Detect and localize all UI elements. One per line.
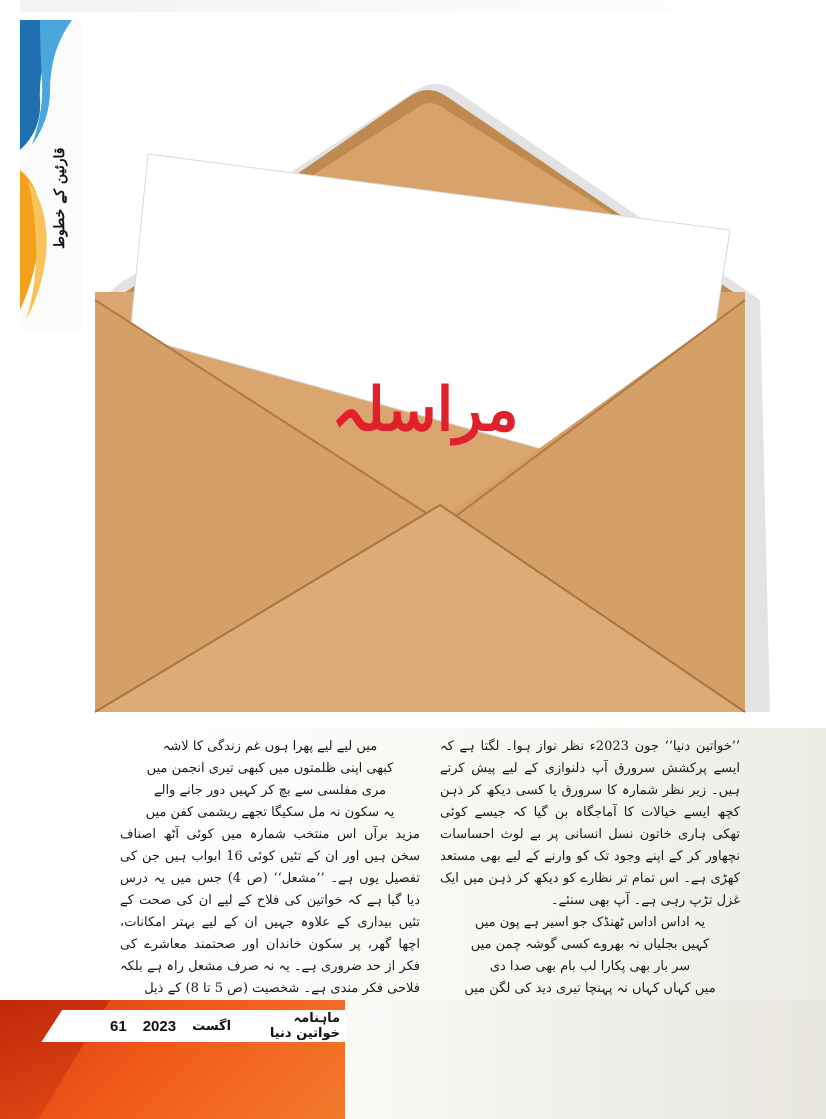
magazine-name: ماہنامہ خواتین دنیا [269, 1011, 340, 1041]
page-footer [110, 1012, 340, 1040]
poem-line: سر بار بھی پکارا لب بام بھی صدا دی [489, 959, 691, 974]
page-number: 61 [110, 1017, 127, 1035]
poem-line: میں کہاں کہاں نہ پہنچا تیری دید کی لگن میں [464, 981, 716, 996]
article-column-right [440, 736, 740, 998]
poem-line: یہ اداس اداس ٹھنڈک جو اسیر ہے پون میں [474, 915, 706, 930]
article-paragraph: ’’خواتین دنیا‘‘ جون 2023ء نظر نواز ہوا۔ لگتا ہے کہ ایسے پرکشش سرورق آپ دلنوازی کے لیے پیش کرتے ہیں۔ زیر نظر شمارہ کا سرورق یا کسی دیکھ کر ذہن کچھ ایسے خیالات کا آماجگاہ بن گیا کہ جیسے کوئی تھکی ہاری خاتون نسل انسانی پر بے لوث احساسات نچھاور کر کے اپنے وجود تک کو وارنے کے لیے بھی مستعد کھڑی ہے۔ اس تمام تر نظارے کو دیکھ کر ذہن میں ایک غزل تڑپ رہی ہے۔ آپ بھی سنئے۔ [440, 739, 740, 908]
issue-year: 2023 [142, 1017, 177, 1035]
issue-month: اگست [192, 1018, 232, 1034]
poem-verse [440, 912, 740, 1000]
poem-line: یہ سکون نہ مل سکیگا تجھے ریشمی کفن میں [145, 805, 395, 820]
poem-line: مری مفلسی سے بچ کر کہیں دور جانے والے [153, 783, 387, 798]
headline: مراسلہ [331, 375, 519, 445]
article-paragraph: مزید برآں اس منتخب شمارہ میں کوئی آٹھ اصناف سخن ہیں اور ان کے تئیں کوئی 16 ابواب ہیں جن کی تفصیل یوں ہے۔ ’’مشعل‘‘ (ص 4) جس میں یہ درس دیا گیا ہے کہ خواتین کی فلاح کے لیے ان کی صحت کے تئیں بیداری کے علاوہ جہیں ان کے لیے بہتر امکانات، اچھا گھر، پر سکون خاندان اور صحتمند معاشرے کی فکر از حد ضروری ہے۔ یہ نہ صرف مشعل راہ ہے بلکہ فلاحی فکر مندی ہے۔ شخصیت (ص 5 تا 8) کے ذیل [120, 827, 421, 996]
footer-background [345, 1000, 826, 1119]
article-column-left [120, 736, 420, 998]
poem-line: کہیں بجلیاں نہ بھروے کسی گوشہ چمن میں [470, 937, 710, 952]
poem-verse [120, 736, 420, 824]
poem-line: کبھی اپنی ظلمتوں میں کبھی تیری انجمن میں [146, 761, 394, 776]
section-title: قارئین کے خطوط [52, 147, 68, 249]
poem-line: میں لیے لیے پھرا ہوں غم زندگی کا لاشہ [162, 739, 378, 754]
